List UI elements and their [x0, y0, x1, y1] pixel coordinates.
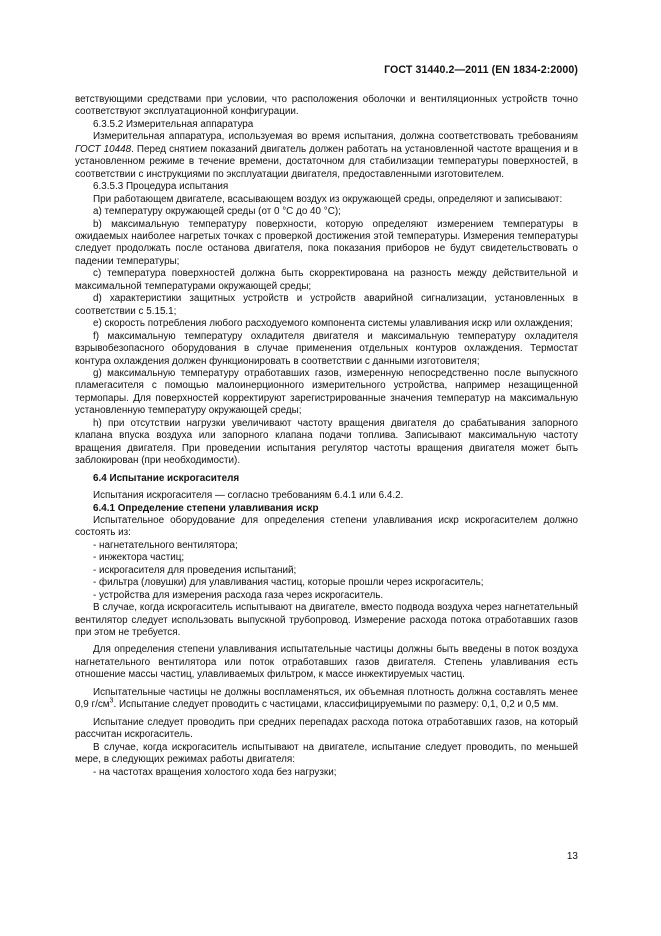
list-item-h: h) при отсутствии нагрузки увеличивают частоту вращения двигателя до срабатывания запорного клапана впуска воздуха или запорного клапана подачи топлива. Записывают максимальную частоту вращения двигателя. При проведении испытания регулятор частоты вращения двигателя может быть заблокирован (при необходимости).: [75, 417, 578, 467]
paragraph: При работающем двигателе, всасывающем воздух из окружающей среды, определяют и записывают:: [93, 193, 563, 205]
paragraph: ветствующими средствами при условии, что расположения оболочки и вентиляционных устройств точно соответствуют эксплуатационной конфигурации.: [75, 94, 578, 118]
page-number: 13: [566, 851, 578, 862]
document-body: [75, 94, 578, 779]
superscript: 3: [109, 698, 114, 705]
paragraph-particle-density: [75, 687, 578, 712]
section-heading-6-4-1: 6.4.1 Определение степени улавливания искр: [93, 502, 319, 514]
text-fragment: . Испытание следует проводить с частицами, классифицируемыми по размеру: 0,1, 0,2 и 0,5 мм.: [113, 699, 559, 711]
text-fragment: . Перед снятием показаний двигатель должен работать на установленной частоте вращения и в установленном режиме в течение времени, достаточном для стабилизации температуры поверхностей, в соответствии с инструкциями по эксплуатации двигателя, предоставленными изготовителем.: [75, 143, 579, 180]
list-item: - нагнетательного вентилятора;: [93, 539, 238, 551]
paragraph: Испытательное оборудование для определения степени улавливания искр искрогасителем должно состоять из:: [75, 514, 578, 539]
paragraph: Для определения степени улавливания испытательные частицы должны быть введены в поток воздуха нагнетательного вентилятора или поток отработавших газов двигателя. Степень улавливания есть отношение массы частиц, улавливаемых фильтром, к массе инжектируемых частиц.: [75, 644, 578, 681]
list-item-d: d) характеристики защитных устройств и устройств аварийной сигнализации, установленных в соответствии с 5.15.1;: [75, 293, 578, 317]
list-item: - инжектора частиц;: [93, 552, 185, 564]
list-item: - фильтра (ловушки) для улавливания частиц, которые прошли через искрогаситель;: [93, 577, 484, 589]
list-item-c: с) температура поверхностей должна быть скорректирована на разность между действительной и максимальной температурами окружающей среды;: [75, 268, 578, 292]
list-item-e: е) скорость потребления любого расходуемого компонента системы улавливания искр или охлаждения;: [93, 318, 573, 330]
subsection-heading-6-3-5-3: 6.3.5.3 Процедура испытания: [93, 181, 229, 193]
list-item-a: а) температуру окружающей среды (от 0 °С до 40 °С);: [93, 206, 341, 218]
list-item: - искрогасителя для проведения испытаний;: [93, 564, 297, 576]
subsection-heading-6-3-5-2: 6.3.5.2 Измерительная аппаратура: [93, 118, 254, 130]
paragraph: В случае, когда искрогаситель испытывают на двигателе, испытание следует проводить, по меньшей мере, в следующих режимах работы двигателя:: [75, 741, 578, 766]
section-heading-6-4: 6.4 Испытание искрогасителя: [93, 472, 240, 484]
paragraph-measuring-equipment: [75, 131, 578, 181]
standard-reference: ГОСТ 10448: [75, 143, 132, 155]
list-item-g: g) максимальную температуру отработавших газов, измеренную непосредственно после выпускного пламегасителя с помощью малоинерционного измерительного устройства, например незащищенной термопары. Для поверхностей корректируют зарегистрированные значения температур на максимальную установленную температуру окружающей среды;: [75, 367, 578, 417]
paragraph: Испытание следует проводить при средних перепадах расхода потока отработавших газов, на который рассчитан искрогаситель.: [75, 716, 578, 741]
paragraph: В случае, когда искрогаситель испытывают на двигателе, вместо подвода воздуха через нагнетательный вентилятор следует использовать выпускной трубопровод. Измерение расхода потока отработавших газов при этом не требуется.: [75, 602, 578, 639]
list-item-b: b) максимальную температуру поверхности, которую определяют измерением температуры в ожидаемых наиболее нагретых точках с проверкой достижения этой температуры. Измерения температуры следует продолжать после останова двигателя, пока показания приборов не будут свидетельствовать о падении температуры;: [75, 218, 578, 267]
list-item: - на частотах вращения холостого хода без нагрузки;: [93, 766, 337, 778]
list-item-f: f) максимальную температуру охладителя двигателя и максимальную температуру охладителя взрывобезопасного оборудования в случае применения отдельных контуров охлаждения. Термостат контура охлаждения должен функционировать в соответствии с данными изготовителя;: [75, 330, 578, 367]
text-fragment: Испытательные частицы не должны воспламеняться, их объемная плотность должна составлять менее 0,9 г/см: [75, 686, 578, 711]
text-fragment: Измерительная аппаратура, используемая во время испытания, должна соответствовать требованиям: [93, 131, 578, 143]
paragraph: Испытания искрогасителя — согласно требованиям 6.4.1 или 6.4.2.: [93, 490, 404, 502]
list-item: - устройства для измерения расхода газа через искрогаситель.: [93, 589, 384, 601]
standard-code-header: ГОСТ 31440.2—2011 (EN 1834-2:2000): [384, 64, 578, 76]
